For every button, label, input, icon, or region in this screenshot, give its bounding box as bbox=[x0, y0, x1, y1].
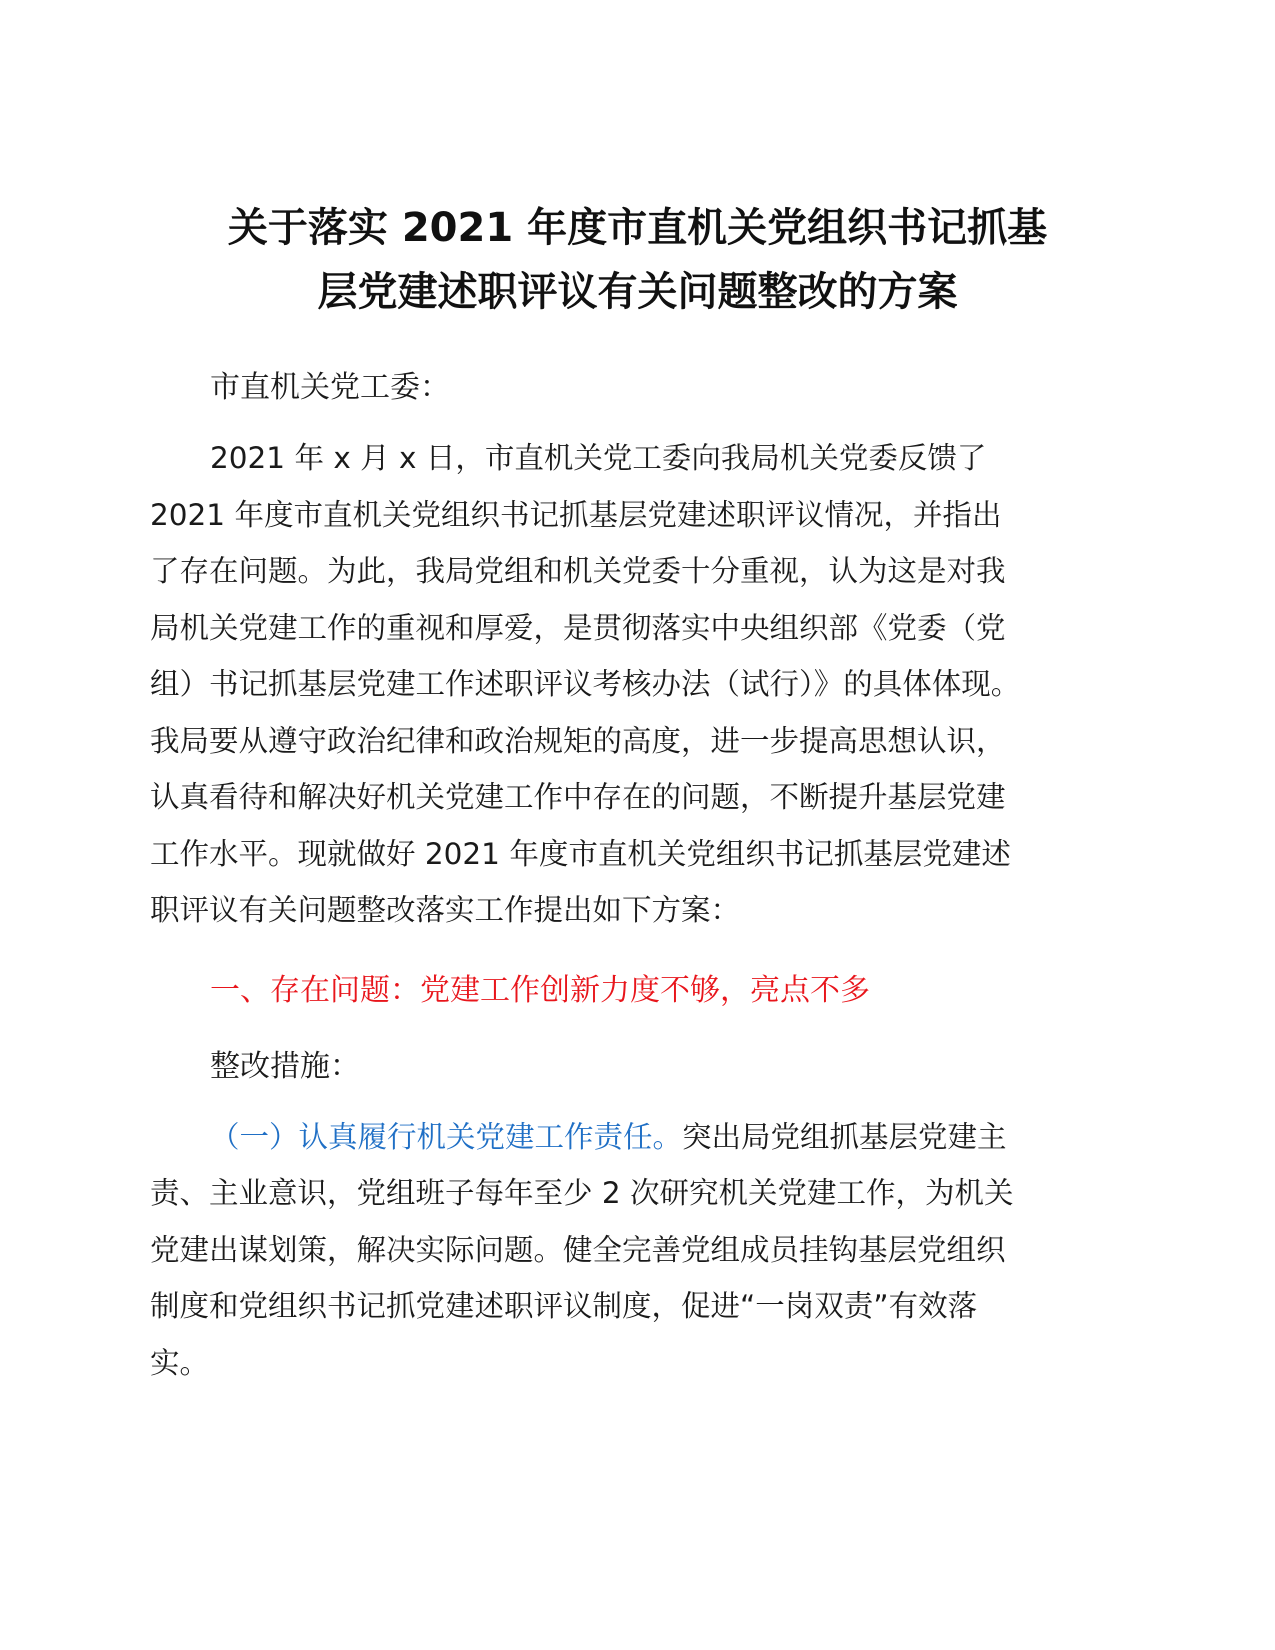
intro-line-6: 我局要从遵守政治纪律和政治规矩的高度，进一步提高思想认识， bbox=[150, 723, 1006, 758]
measure-1-line-1: 突出局党组抓基层党建主 bbox=[682, 1119, 1007, 1154]
measure-1-line-5: 实。 bbox=[150, 1345, 210, 1380]
intro-line-5: 组）书记抓基层党建工作述职评议考核办法（试行）》的具体体现。 bbox=[150, 667, 1021, 701]
measure-1-paragraph bbox=[150, 1109, 1125, 1392]
intro-line-2: 2021 年度市直机关党组织书记抓基层党建述职评议情况，并指出 bbox=[150, 497, 1002, 532]
section-1-heading: 一、存在问题：党建工作创新力度不够，亮点不多 bbox=[210, 972, 870, 1008]
intro-line-3: 了存在问题。为此，我局党组和机关党委十分重视，认为这是对我 bbox=[150, 554, 1006, 588]
measures-label: 整改措施： bbox=[210, 1048, 360, 1084]
salutation: 市直机关党工委： bbox=[210, 370, 450, 405]
measure-1-line-3: 党建出谋划策，解决实际问题。健全完善党组成员挂钩基层党组织 bbox=[150, 1232, 1006, 1267]
measure-1-first-line bbox=[150, 1109, 1125, 1166]
measure-1-line-4: 制度和党组织书记抓党建述职评议制度，促进“一岗双责”有效落 bbox=[150, 1289, 978, 1323]
intro-paragraph bbox=[150, 430, 1125, 939]
intro-line-7: 认真看待和解决好机关党建工作中存在的问题，不断提升基层党建 bbox=[150, 780, 1006, 814]
title-line-2: 层党建述职评议有关问题整改的方案 bbox=[317, 269, 958, 315]
intro-line-9: 职评议有关问题整改落实工作提出如下方案： bbox=[150, 893, 741, 927]
document-title bbox=[150, 196, 1125, 324]
intro-line-4: 局机关党建工作的重视和厚爱，是贯彻落实中央组织部《党委（党 bbox=[150, 610, 1006, 645]
measure-1-line-2: 责、主业意识，党组班子每年至少 2 次研究机关党建工作，为机关 bbox=[150, 1176, 1014, 1210]
measure-1-title: （一）认真履行机关党建工作责任。 bbox=[210, 1119, 683, 1154]
intro-line-1: 2021 年 x 月 x 日，市直机关党工委向我局机关党委反馈了 bbox=[210, 441, 987, 475]
title-line-1: 关于落实 2021 年度市直机关党组织书记抓基 bbox=[227, 205, 1048, 251]
intro-line-8: 工作水平。现就做好 2021 年度市直机关党组织书记抓基层党建述 bbox=[150, 836, 1011, 871]
document-page bbox=[150, 196, 1125, 1391]
